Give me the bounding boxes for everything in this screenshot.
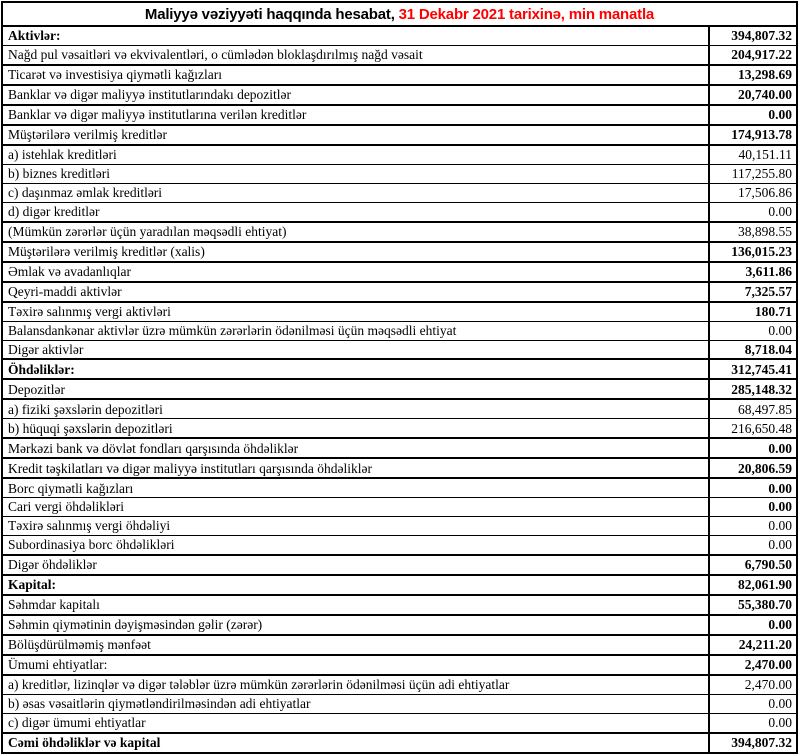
row-label: Depozitlər [3,380,710,398]
table-row [3,400,796,419]
row-value: 20,740.00 [738,87,792,103]
table-row [3,695,796,714]
row-label: Müştərilərə verilmiş kreditlər [3,126,710,144]
table-rows [3,27,796,752]
row-label: Əmlak və avadanlıqlar [3,263,710,281]
table-row [3,596,796,616]
row-value: 2,470.00 [744,657,792,673]
row-label: b) əsas vəsaitlərin qiymətləndirilməsindən adi ehtiyatlar [3,695,710,713]
row-value: 24,211.20 [738,637,792,653]
table-row [3,283,796,303]
row-value: 136,015.23 [731,243,792,259]
row-value: 216,650.48 [731,420,792,436]
row-label: Qeyri-maddi aktivlər [3,283,710,301]
row-label: Banklar və digər maliyyə institutlarındakı depozitlər [3,86,710,104]
row-label: a) kreditlər, lizinqlər və digər tələblər üzrə mümkün zərərlərin ödənilməsi üçün adi ehtiyatlar [3,676,710,694]
row-value: 0.00 [768,322,792,338]
table-row [3,734,796,752]
row-value: 2,470.00 [744,677,792,693]
row-value: 40,151.11 [738,147,792,163]
row-value: 394,807.32 [731,735,792,751]
row-value: 68,497.85 [738,401,792,417]
table-row [3,556,796,576]
row-value: 17,506.86 [738,184,792,200]
row-value: 0.00 [768,696,792,712]
row-value: 38,898.55 [738,223,792,239]
table-row [3,322,796,341]
row-label: Bölüşdürülməmiş mənfəət [3,636,710,654]
row-label: Təxirə salınmış vergi öhdəliyi [3,517,710,535]
row-label: Balansdankənar aktivlər üzrə mümkün zərərlərin ödənilməsi üçün məqsədli ehtiyat [3,322,710,340]
table-row [3,303,796,322]
row-value: 82,061.90 [738,577,792,593]
row-value: 285,148.32 [731,381,792,397]
row-value: 13,298.69 [738,67,792,83]
row-label: Banklar və digər maliyyə institutlarına verilən kreditlər [3,106,710,124]
row-value: 180.71 [754,303,792,319]
table-row [3,165,796,184]
row-value: 0.00 [768,499,792,515]
row-label: Müştərilərə verilmiş kreditlər (xalis) [3,243,710,261]
table-row [3,439,796,459]
row-label: Nağd pul vəsaitləri və ekvivalentləri, o cümlədən bloklaşdırılmış nağd vəsait [3,46,710,64]
row-value: 3,611.86 [745,263,792,279]
row-value: 174,913.78 [731,127,792,143]
row-label: (Mümkün zərərlər üçün yaradılan məqsədli ehtiyat) [3,223,710,241]
table-row [3,656,796,676]
row-label: Kapital: [3,576,710,594]
row-label: Borc qiymətli kağızları [3,479,710,497]
table-row [3,517,796,536]
row-label: Səhmdar kapitalı [3,596,710,614]
table-row [3,576,796,596]
row-label: Aktivlər: [3,27,710,45]
table-row [3,636,796,656]
table-row [3,203,796,223]
table-row [3,498,796,517]
row-label: Digər aktivlər [3,341,710,359]
table-row [3,146,796,165]
row-label: b) hüquqi şəxslərin depozitləri [3,419,710,437]
row-label: c) digər ümumi ehtiyatlar [3,714,710,732]
row-value: 0.00 [768,480,792,496]
row-label: d) digər kreditlər [3,203,710,221]
table-row [3,536,796,556]
row-label: a) istehlak kreditləri [3,146,710,164]
row-label: Ticarət və investisiya qiymətli kağızları [3,66,710,84]
row-value: 20,806.59 [738,460,792,476]
row-value: 0.00 [768,537,792,553]
row-value: 394,807.32 [731,28,792,44]
table-row [3,714,796,734]
row-label: Ümumi ehtiyatlar: [3,656,710,674]
table-row [3,419,796,439]
row-value: 0.00 [768,518,792,534]
row-label: Cari vergi öhdəlikləri [3,498,710,516]
row-value: 0.00 [768,617,792,633]
row-value: 0.00 [768,203,792,219]
report-table [1,1,798,754]
row-value: 204,917.22 [731,47,792,63]
row-value: 55,380.70 [738,597,792,613]
table-row [3,380,796,400]
row-label: Subordinasiya borc öhdəlikləri [3,536,710,554]
table-row [3,86,796,106]
row-label: Öhdəliklər: [3,360,710,378]
table-row [3,676,796,695]
row-label: Mərkəzi bank və dövlət fondları qarşısında öhdəliklər [3,439,710,457]
row-label: c) daşınmaz əmlak kreditləri [3,184,710,202]
row-value: 0.00 [768,440,792,456]
row-label: a) fiziki şəxslərin depozitləri [3,400,710,418]
row-label: Təxirə salınmış vergi aktivləri [3,303,710,321]
table-row [3,66,796,86]
row-label: Digər öhdəliklər [3,556,710,574]
row-value: 6,790.50 [744,557,792,573]
report-title [3,3,796,27]
table-row [3,263,796,283]
row-label: Kredit təşkilatları və digər maliyyə institutları qarşısında öhdəliklər [3,459,710,477]
table-row [3,223,796,243]
row-value: 0.00 [768,107,792,123]
row-label: Səhmin qiymətinin dəyişməsindən gəlir (zərər) [3,616,710,634]
table-row [3,360,796,380]
table-row [3,479,796,498]
title-date: 31 Dekabr 2021 tarixinə, min manatla [394,5,655,23]
row-label: Cəmi öhdəliklər və kapital [3,734,710,752]
table-row [3,459,796,479]
table-row [3,126,796,146]
row-value: 7,325.57 [744,283,792,299]
table-row [3,341,796,361]
row-label: b) biznes kreditləri [3,165,710,183]
table-row [3,616,796,636]
row-value: 312,745.41 [731,361,792,377]
table-row [3,243,796,263]
table-row [3,106,796,126]
table-row [3,27,796,46]
row-value: 8,718.04 [744,341,792,357]
row-value: 0.00 [768,715,792,731]
title-main: Maliyyə vəziyyəti haqqında hesabat, [144,5,395,23]
row-value: 117,255.80 [731,166,792,182]
table-row [3,184,796,203]
table-row [3,46,796,66]
